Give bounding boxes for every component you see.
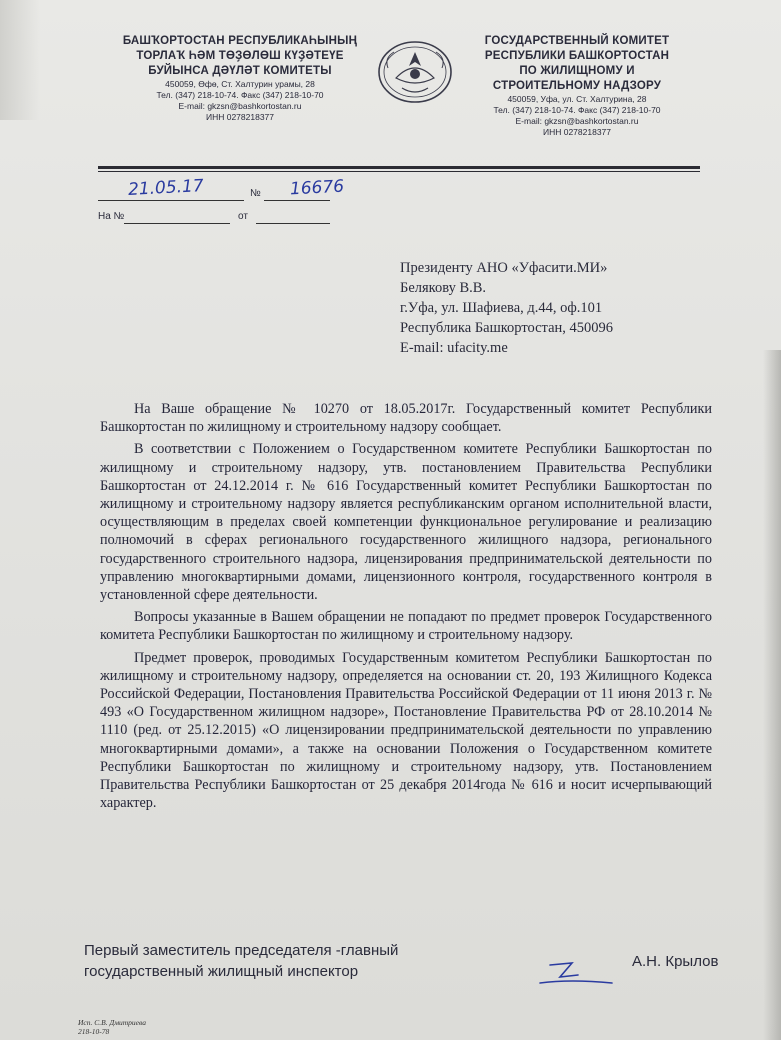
inn-line: ИНН 0278218377: [542, 127, 612, 137]
signatory-title-line: Первый заместитель председателя -главный: [84, 942, 399, 959]
email-line: E-mail: gkzsn@bashkortostan.ru: [178, 101, 302, 111]
date-underline: [98, 200, 244, 201]
org-line: РЕСПУБЛИКИ БАШКОРТОСТАН: [484, 50, 670, 62]
address-line: 450059, Уфа, ул. Ст. Халтурина, 28: [507, 94, 647, 104]
number-underline: [264, 200, 330, 201]
handwritten-signature: [520, 955, 620, 995]
letter-body: [100, 400, 712, 816]
header-left-bashkir: [100, 34, 380, 123]
header-divider-thin: [98, 171, 700, 172]
org-line: ТОРЛАҠ ҺӘМ ТӨҘӨЛӨШ КҮҘӘТЕҮЕ: [136, 50, 344, 62]
executor-phone: 218-10-78: [78, 1027, 110, 1036]
executor-block: [78, 1018, 146, 1036]
emblem-icon: [374, 38, 456, 106]
header-divider: [98, 166, 700, 169]
number-symbol: №: [250, 188, 261, 199]
handwritten-date: 21.05.17: [127, 176, 205, 200]
body-paragraph: На Ваше обращение № 10270 от 18.05.2017г. Государственный комитет Республики Башкортостан по жилищному и строительному надзору сообщает.: [100, 401, 712, 436]
org-line: ПО ЖИЛИЩНОМУ И: [519, 65, 635, 77]
org-line: ГОСУДАРСТВЕННЫЙ КОМИТЕТ: [484, 35, 670, 47]
recipient-line: Республика Башкортостан, 450096: [400, 320, 614, 336]
recipient-line: Белякову В.В.: [400, 280, 487, 296]
org-line: СТРОИТЕЛЬНОМУ НАДЗОРУ: [492, 80, 662, 92]
page-edge-shadow: [763, 350, 781, 1040]
handwritten-number: 16676: [289, 176, 345, 200]
email-line: E-mail: gkzsn@bashkortostan.ru: [515, 116, 639, 126]
signatory-name: А.Н. Крылов: [632, 953, 719, 970]
recipient-block: [400, 258, 613, 358]
org-line: БАШҠОРТОСТАН РЕСПУБЛИКАҺЫНЫҢ: [122, 35, 358, 47]
body-paragraph: Вопросы указанные в Вашем обращении не попадают по предмет проверок Государственного комитета Республики Башкортостан по жилищному и строительному надзору.: [100, 609, 712, 644]
signatory-title: [84, 940, 398, 982]
header-right-russian: [462, 34, 692, 138]
reply-date-underline: [256, 223, 330, 224]
recipient-line: г.Уфа, ул. Шафиева, д.44, оф.101: [400, 300, 603, 316]
reply-from: от: [238, 211, 248, 222]
phone-line: Тел. (347) 218-10-74. Факс (347) 218-10-70: [493, 105, 661, 115]
phone-line: Тел. (347) 218-10-74. Факс (347) 218-10-70: [156, 90, 324, 100]
body-paragraph: В соответствии с Положением о Государственном комитете Республики Башкортостан по жилищному и строительному надзору, утв. постановлением Правительства Республики Башкортостан от 24.12.2014 г. № 616 Государственный комитет Республики Башкортостан по жилищному и строительному надзору является республиканским органом исполнительной власти, осуществляющим в пределах своей компетенции функциональное регулирование и реализацию полномочий в сферах регионального государственного жилищного надзора, регионального государственного строительного надзора, лицензирования предпринимательской деятельности по управлению многоквартирными домами, лицензионного контроля, государственного контроля в установленной сфере деятельности.: [100, 441, 712, 604]
executor-name: Исп. С.В. Дмитриева: [78, 1018, 146, 1027]
reply-number-underline: [124, 223, 230, 224]
address-line: 450059, Өфө, Ст. Халтурин урамы, 28: [165, 79, 315, 89]
signatory-title-line: государственный жилищный инспектор: [84, 963, 359, 980]
org-line: БУЙЫНСА ДӘҮЛӘТ КОМИТЕТЫ: [148, 65, 332, 77]
body-paragraph: Предмет проверок, проводимых Государственным комитетом Республики Башкортостан по жилищному и строительному надзору, определяется на основании ст. 20, 193 Жилищного Кодекса Российской Федерации, Постановления Правительства Российской Федерации от 11 июня 2013 г. № 493 «О Государственном жилищном надзоре», Постановление Правительства РФ от 28.10.2014 № 1110 (ред. от 25.12.2015) «О лицензировании предпринимательской деятельности по управлению многоквартирными домами», а также на основании Положения о Государственном комитете Республики Башкортостан по жилищному и строительному надзору, утв. Постановлением Правительства Республики Башкортостан от 25 декабря 2014года № 616 и носит исчерпывающий характер.: [100, 649, 712, 812]
page-shadow: [0, 0, 40, 120]
recipient-line: E-mail: ufacity.me: [400, 340, 508, 356]
inn-line: ИНН 0278218377: [205, 112, 275, 122]
recipient-line: Президенту АНО «Уфасити.МИ»: [400, 260, 608, 276]
reply-prefix: На №: [98, 211, 125, 222]
